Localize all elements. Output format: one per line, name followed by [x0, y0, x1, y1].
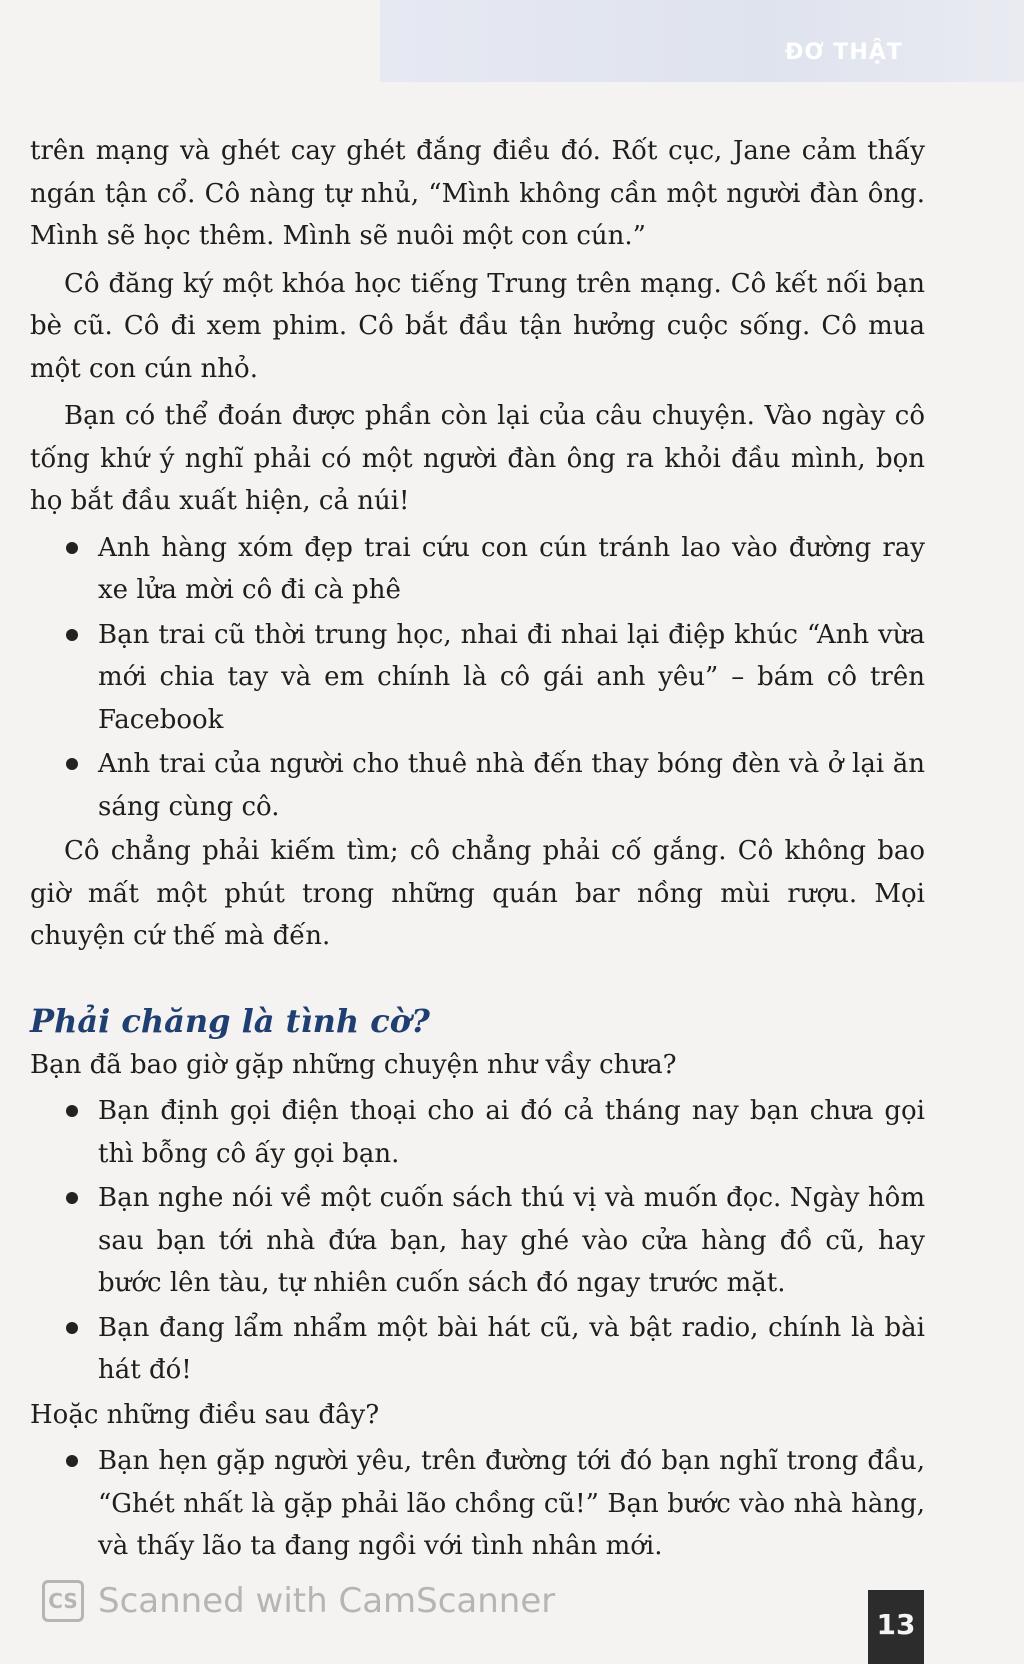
bullet-list-more — [30, 1440, 925, 1568]
chapter-header-text: ĐƠ THẬT — [785, 40, 903, 65]
bullet-list-coincidences — [30, 1090, 925, 1392]
paragraph: trên mạng và ghét cay ghét đắng điều đó. Rốt cục, Jane cảm thấy ngán tận cổ. Cô nàng tự nhủ, “Mình không cần một người đàn ông. Mình sẽ học thêm. Mình sẽ nuôi một con cún.” — [30, 136, 925, 251]
list-item: Bạn hẹn gặp người yêu, trên đường tới đó bạn nghĩ trong đầu, “Ghét nhất là gặp phải lão chồng cũ!” Bạn bước vào nhà hàng, và thấy lão ta đang ngồi với tình nhân mới. — [30, 1440, 925, 1568]
list-item: Anh trai của người cho thuê nhà đến thay bóng đèn và ở lại ăn sáng cùng cô. — [30, 743, 925, 828]
camscanner-watermark — [42, 1580, 555, 1622]
question-text: Bạn đã bao giờ gặp những chuyện như vầy chưa? — [30, 1049, 677, 1080]
list-item: Anh hàng xóm đẹp trai cứu con cún tránh lao vào đường ray xe lửa mời cô đi cà phê — [30, 527, 925, 612]
paragraph: Bạn có thể đoán được phần còn lại của câu chuyện. Vào ngày cô tống khứ ý nghĩ phải có một người đàn ông ra khỏi đầu mình, bọn họ bắt đầu xuất hiện, cả núi! — [30, 401, 925, 516]
bullet-icon — [66, 1105, 78, 1117]
chapter-header-band — [380, 0, 1024, 82]
list-item: Bạn đang lẩm nhẩm một bài hát cũ, và bật radio, chính là bài hát đó! — [30, 1307, 925, 1392]
bullet-icon — [66, 629, 78, 641]
section-heading: Phải chăng là tình cờ? — [30, 1001, 430, 1040]
camscanner-logo-icon: CS — [42, 1580, 84, 1622]
page-content — [30, 130, 925, 1570]
bullet-icon — [66, 542, 78, 554]
bullet-icon — [66, 1322, 78, 1334]
list-item: Bạn nghe nói về một cuốn sách thú vị và muốn đọc. Ngày hôm sau bạn tới nhà đứa bạn, hay ghé vào cửa hàng đồ cũ, hay bước lên tàu, tự nhiên cuốn sách đó ngay trước mặt. — [30, 1177, 925, 1305]
bullet-icon — [66, 758, 78, 770]
list-item: Bạn định gọi điện thoại cho ai đó cả tháng nay bạn chưa gọi thì bỗng cô ấy gọi bạn. — [30, 1090, 925, 1175]
question-text: Hoặc những điều sau đây? — [30, 1399, 380, 1430]
paragraph: Cô đăng ký một khóa học tiếng Trung trên mạng. Cô kết nối bạn bè cũ. Cô đi xem phim. Cô bắt đầu tận hưởng cuộc sống. Cô mua một con cún nhỏ. — [30, 268, 925, 384]
page-number: 13 — [868, 1590, 924, 1664]
bullet-list-jane — [30, 527, 925, 829]
camscanner-text: Scanned with CamScanner — [98, 1581, 556, 1621]
bullet-icon — [66, 1192, 78, 1204]
list-item: Bạn trai cũ thời trung học, nhai đi nhai lại điệp khúc “Anh vừa mới chia tay và em chính là cô gái anh yêu” – bám cô trên Facebook — [30, 614, 925, 742]
bullet-icon — [66, 1455, 78, 1467]
paragraph: Cô chẳng phải kiếm tìm; cô chẳng phải cố gắng. Cô không bao giờ mất một phút trong những quán bar nồng mùi rượu. Mọi chuyện cứ thế mà đến. — [30, 836, 925, 951]
